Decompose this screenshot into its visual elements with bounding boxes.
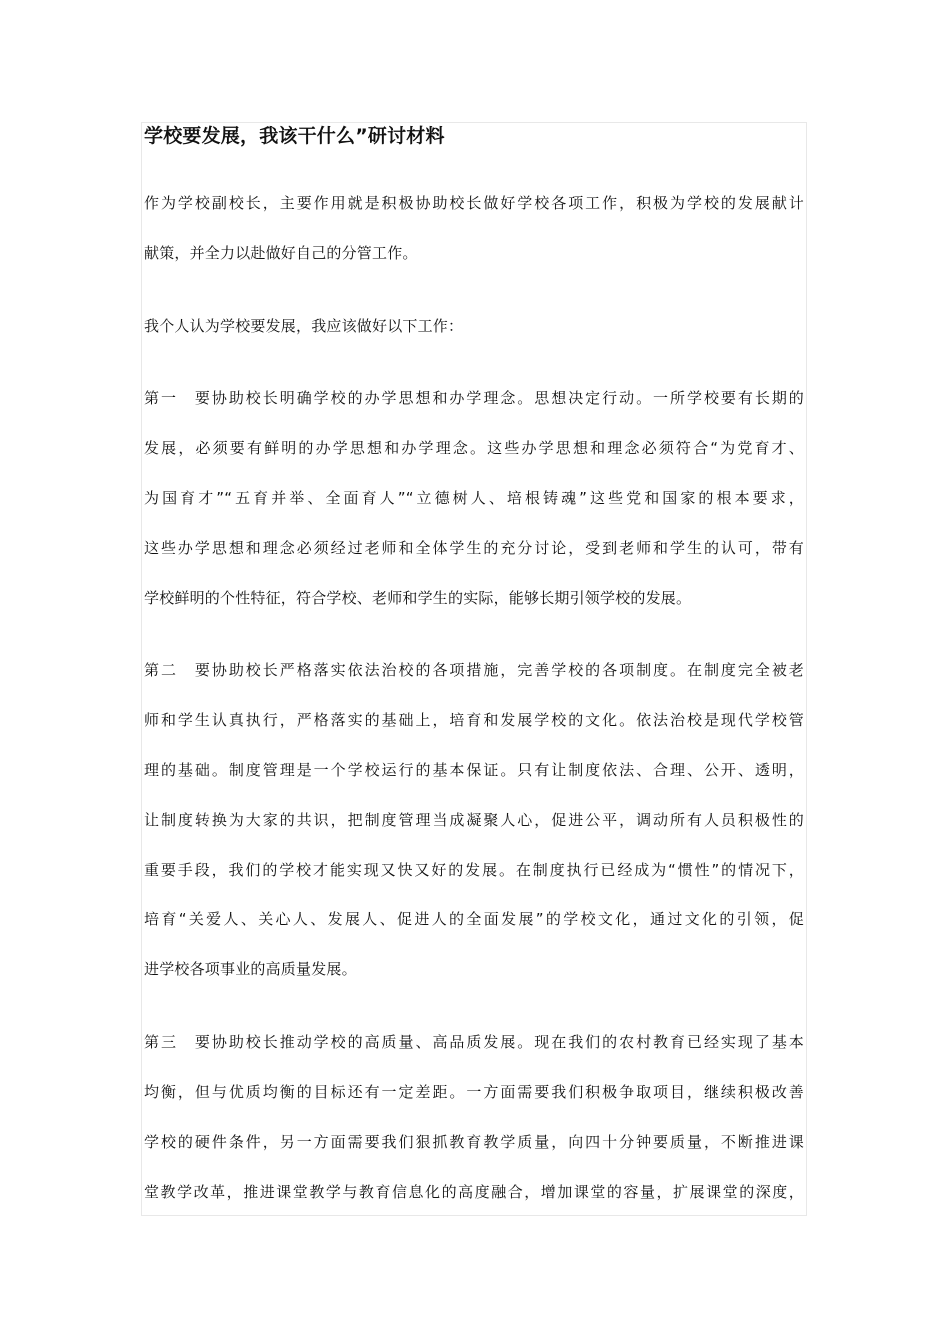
paragraph-line: 培育“关爱人、关心人、发展人、促进人的全面发展”的学校文化，通过文化的引领，促 — [144, 910, 804, 928]
document-title: 学校要发展，我该干什么”研讨材料 — [144, 125, 445, 147]
paragraph-line: 师和学生认真执行，严格落实的基础上，培育和发展学校的文化。依法治校是现代学校管 — [144, 711, 804, 729]
paragraph-line: 献策，并全力以赴做好自己的分管工作。 — [144, 244, 418, 262]
paragraph-line: 为国育才”“五育并举、全面育人”“立德树人、培根铸魂”这些党和国家的根本要求， — [144, 489, 804, 507]
paragraph-line: 作为学校副校长，主要作用就是积极协助校长做好学校各项工作，积极为学校的发展献计 — [144, 194, 804, 212]
paragraph-line: 让制度转换为大家的共识，把制度管理当成凝聚人心，促进公平，调动所有人员积极性的 — [144, 811, 804, 829]
paragraph-line: 均衡，但与优质均衡的目标还有一定差距。一方面需要我们积极争取项目，继续积极改善 — [144, 1083, 804, 1101]
paragraph-line: 第一 要协助校长明确学校的办学思想和办学理念。思想决定行动。一所学校要有长期的 — [144, 389, 804, 407]
paragraph-line: 第三 要协助校长推动学校的高质量、高品质发展。现在我们的农村教育已经实现了基本 — [144, 1033, 804, 1051]
paragraph-line: 重要手段，我们的学校才能实现又快又好的发展。在制度执行已经成为“惯性”的情况下， — [144, 861, 804, 879]
paragraph-line: 第二 要协助校长严格落实依法治校的各项措施，完善学校的各项制度。在制度完全被老 — [144, 661, 804, 679]
paragraph-line: 这些办学思想和理念必须经过老师和全体学生的充分讨论，受到老师和学生的认可，带有 — [144, 539, 804, 557]
document-page — [141, 122, 807, 1216]
paragraph-line: 堂教学改革，推进课堂教学与教育信息化的高度融合，增加课堂的容量，扩展课堂的深度， — [144, 1183, 804, 1201]
paragraph-line: 学校的硬件条件，另一方面需要我们狠抓教育教学质量，向四十分钟要质量，不断推进课 — [144, 1133, 804, 1151]
paragraph-line: 理的基础。制度管理是一个学校运行的基本保证。只有让制度依法、合理、公开、透明， — [144, 761, 804, 779]
paragraph-line: 学校鲜明的个性特征，符合学校、老师和学生的实际，能够长期引领学校的发展。 — [144, 589, 692, 607]
paragraph-line: 发展，必须要有鲜明的办学思想和办学理念。这些办学思想和理念必须符合“为党育才、 — [144, 439, 804, 457]
paragraph-line: 进学校各项事业的高质量发展。 — [144, 960, 357, 978]
paragraph-line: 我个人认为学校要发展，我应该做好以下工作： — [144, 317, 464, 335]
